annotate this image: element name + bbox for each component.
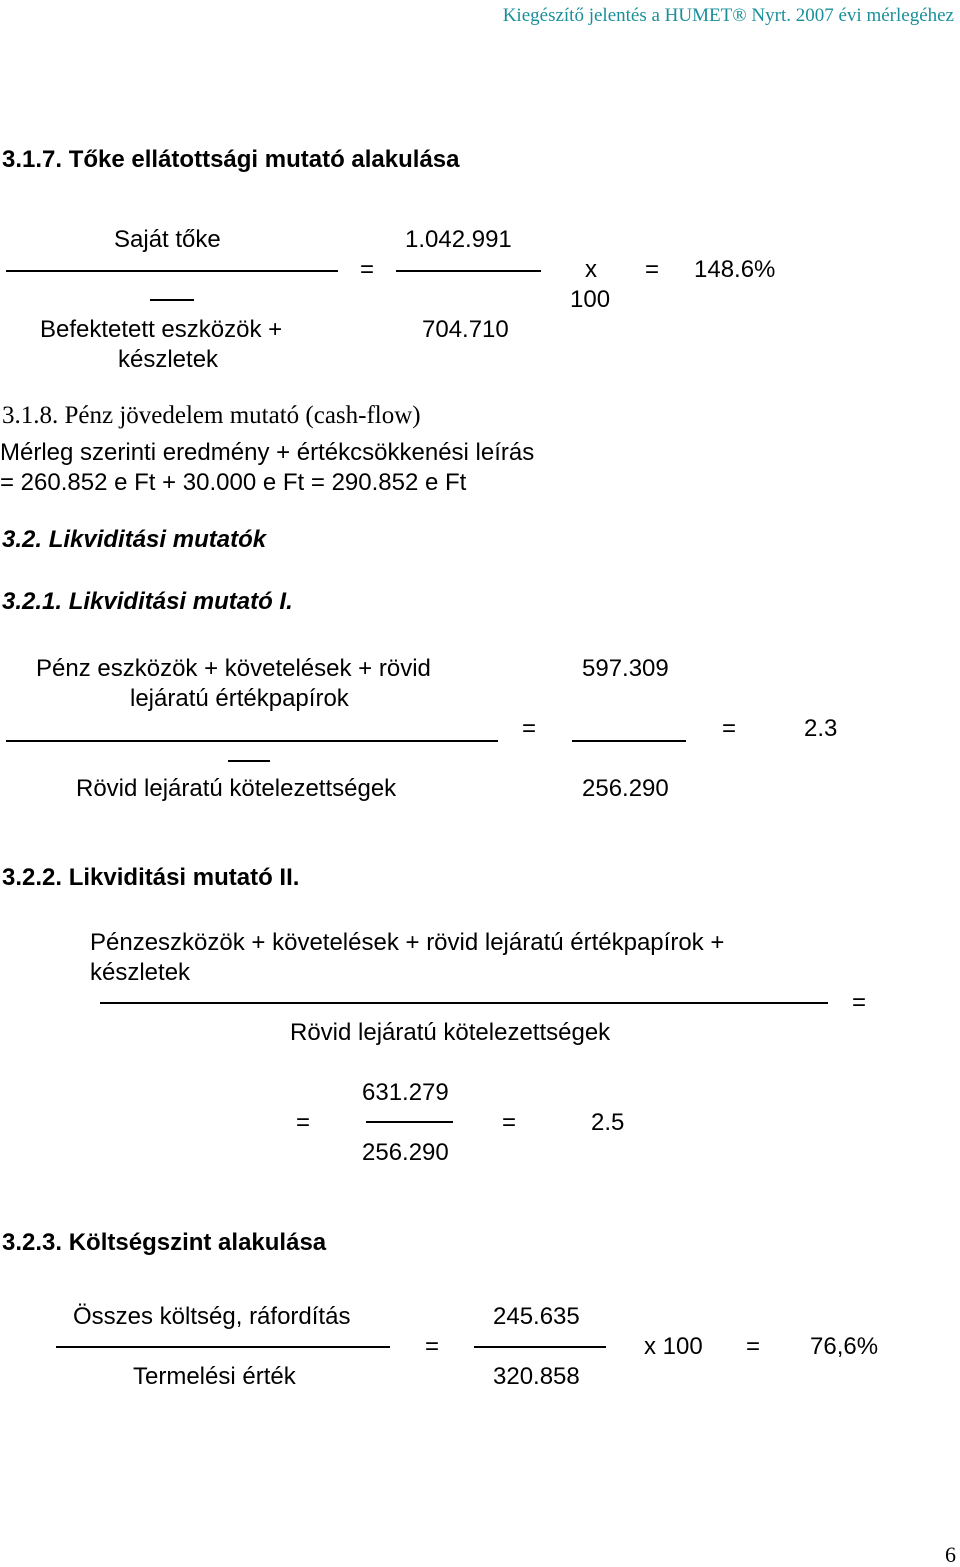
equals-sign: =: [722, 715, 737, 742]
heading-3-2-1: 3.2.1. Likviditási mutató I.: [2, 588, 293, 615]
production-value: 320.858: [493, 1363, 580, 1390]
equals-sign: =: [522, 715, 537, 742]
fraction-bar: [56, 1346, 390, 1348]
assets-value: 704.710: [422, 316, 509, 343]
fraction-bar: [6, 740, 498, 742]
heading-3-1-7: 3.1.7. Tőke ellátottsági mutató alakulása: [2, 146, 460, 173]
fraction-bar: [572, 740, 686, 742]
heading-3-2: 3.2. Likviditási mutatók: [2, 526, 267, 553]
equals-sign: =: [645, 256, 660, 283]
fraction-bar: [228, 760, 270, 762]
liquidity2-numerator-label-cont: készletek: [90, 959, 191, 986]
liquidity2-denominator-label: Rövid lejáratú kötelezettségek: [290, 1019, 611, 1046]
equals-sign: =: [296, 1109, 311, 1136]
fraction-bar: [474, 1346, 606, 1348]
liquidity1-numerator-label-cont: lejáratú értékpapírok: [130, 685, 349, 712]
fraction-bar: [366, 1121, 453, 1123]
times-hundred: x 100: [644, 1333, 703, 1360]
running-header: Kiegészítő jelentés a HUMET® Nyrt. 2007 évi mérlegéhez: [502, 5, 954, 26]
fraction-bar: [6, 270, 338, 272]
equals-sign: =: [360, 256, 375, 283]
assets-label: Befektetett eszközök +: [40, 316, 283, 343]
cashflow-calculation: = 260.852 e Ft + 30.000 e Ft = 290.852 e Ft: [0, 469, 467, 496]
heading-3-2-3: 3.2.3. Költségszint alakulása: [2, 1229, 327, 1256]
fraction-bar: [150, 299, 194, 301]
equity-ratio-result: 148.6%: [694, 256, 776, 283]
liquidity1-numerator-value: 597.309: [582, 655, 669, 682]
assets-label-cont: készletek: [118, 346, 219, 373]
page-number: 6: [945, 1542, 956, 1567]
liquidity1-numerator-label: Pénz eszközök + követelések + rövid: [36, 655, 431, 682]
equals-sign: =: [852, 989, 867, 1016]
equals-sign: =: [502, 1109, 517, 1136]
liquidity2-result: 2.5: [591, 1109, 625, 1136]
liquidity2-denominator-value: 256.290: [362, 1139, 449, 1166]
equity-value: 1.042.991: [405, 226, 512, 253]
heading-3-1-8: 3.1.8. Pénz jövedelem mutató (cash-flow): [2, 402, 421, 429]
liquidity1-denominator-label: Rövid lejáratú kötelezettségek: [76, 775, 397, 802]
equals-sign: =: [425, 1333, 440, 1360]
heading-3-2-2: 3.2.2. Likviditási mutató II.: [2, 864, 300, 891]
hundred-value: 100: [570, 286, 611, 313]
liquidity1-denominator-value: 256.290: [582, 775, 669, 802]
cost-label: Összes költség, ráfordítás: [73, 1303, 351, 1330]
fraction-bar: [396, 270, 541, 272]
times-sign: x: [585, 256, 597, 283]
liquidity2-numerator-value: 631.279: [362, 1079, 449, 1106]
cashflow-formula: Mérleg szerinti eredmény + értékcsökkenési leírás: [0, 439, 535, 466]
liquidity2-numerator-label: Pénzeszközök + követelések + rövid lejáratú értékpapírok +: [90, 929, 725, 956]
cost-value: 245.635: [493, 1303, 580, 1330]
fraction-bar: [100, 1002, 828, 1004]
production-label: Termelési érték: [133, 1363, 296, 1390]
liquidity1-result: 2.3: [804, 715, 838, 742]
equity-label: Saját tőke: [114, 226, 221, 253]
cost-level-result: 76,6%: [810, 1333, 879, 1360]
equals-sign: =: [746, 1333, 761, 1360]
